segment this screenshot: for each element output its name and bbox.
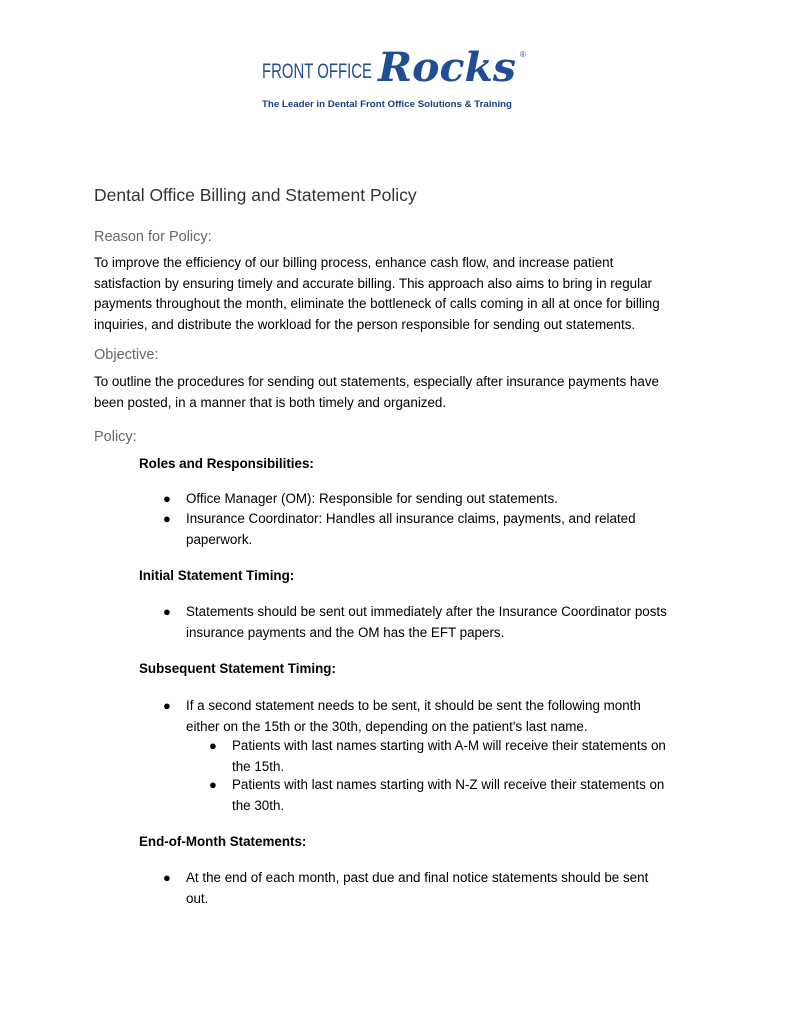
- bullet-dot-icon: ●: [163, 511, 171, 526]
- page-title: Dental Office Billing and Statement Policy: [94, 185, 417, 205]
- bullet-dot-icon: ●: [209, 777, 217, 792]
- list-item: [209, 736, 666, 777]
- bullet-text: either on the 15th or the 30th, depending on the patient's last name.: [186, 718, 588, 734]
- objective-heading: Objective:: [94, 347, 159, 363]
- bullet-text: If a second statement needs to be sent, it should be sent the following month: [186, 698, 641, 713]
- paragraph-line: payments throughout the month, eliminate the bottleneck of calls coming in all at once for billing: [94, 296, 660, 311]
- bullet-dot-icon: ●: [163, 604, 171, 619]
- objective-paragraph: [94, 372, 706, 413]
- list-item: [163, 868, 649, 909]
- bullet-text: the 15th.: [232, 758, 285, 774]
- list-item: [163, 602, 667, 643]
- list-item: [163, 489, 558, 510]
- bullet-text: Insurance Coordinator: Handles all insurance claims, payments, and related: [186, 511, 636, 526]
- subsequent-timing-heading: Subsequent Statement Timing:: [139, 661, 336, 676]
- bullet-text: Patients with last names starting with A-M will receive their statements on: [232, 738, 666, 753]
- bullet-text: Office Manager (OM): Responsible for sending out statements.: [186, 491, 558, 506]
- paragraph-line: satisfaction by ensuring timely and accurate billing. This approach also aims to bring in regular: [94, 275, 652, 291]
- initial-timing-heading: Initial Statement Timing:: [139, 568, 295, 583]
- logo-script-word: Rocks: [376, 44, 516, 91]
- bullet-text: Statements should be sent out immediately after the Insurance Coordinator posts: [186, 604, 667, 619]
- paragraph-line: been posted, in a manner that is both timely and organized.: [94, 394, 447, 410]
- logo-tagline: The Leader in Dental Front Office Solutions & Training: [262, 99, 513, 110]
- bullet-text: insurance payments and the OM has the EFT papers.: [186, 624, 505, 640]
- front-office-rocks-logo: [262, 40, 542, 120]
- bullet-dot-icon: ●: [163, 870, 171, 885]
- roles-heading: Roles and Responsibilities:: [139, 456, 314, 471]
- logo-wordmark: FRONT OFFICE: [262, 60, 372, 83]
- bullet-text: out.: [186, 890, 209, 906]
- list-item: [163, 509, 636, 550]
- bullet-dot-icon: ●: [163, 698, 171, 713]
- paragraph-line: To improve the efficiency of our billing process, enhance cash flow, and increase patient: [94, 255, 614, 270]
- paragraph-line: To outline the procedures for sending out statements, especially after insurance payments have: [94, 374, 659, 389]
- bullet-text: Patients with last names starting with N-Z will receive their statements on: [232, 777, 665, 792]
- bullet-text: the 30th.: [232, 797, 285, 813]
- reason-heading: Reason for Policy:: [94, 229, 212, 245]
- bullet-dot-icon: ●: [209, 738, 217, 753]
- bullet-dot-icon: ●: [163, 491, 171, 506]
- reason-paragraph: [94, 253, 706, 335]
- bullet-text: At the end of each month, past due and final notice statements should be sent: [186, 870, 649, 885]
- list-item: [163, 696, 641, 737]
- policy-heading: Policy:: [94, 429, 137, 445]
- paragraph-line: inquiries, and distribute the workload for the person responsible for sending out statements.: [94, 316, 636, 332]
- list-item: [209, 775, 665, 816]
- logo-registered-mark: ®: [520, 50, 526, 59]
- logo-graphic: [262, 40, 542, 120]
- end-of-month-heading: End-of-Month Statements:: [139, 834, 307, 849]
- bullet-text: paperwork.: [186, 531, 253, 547]
